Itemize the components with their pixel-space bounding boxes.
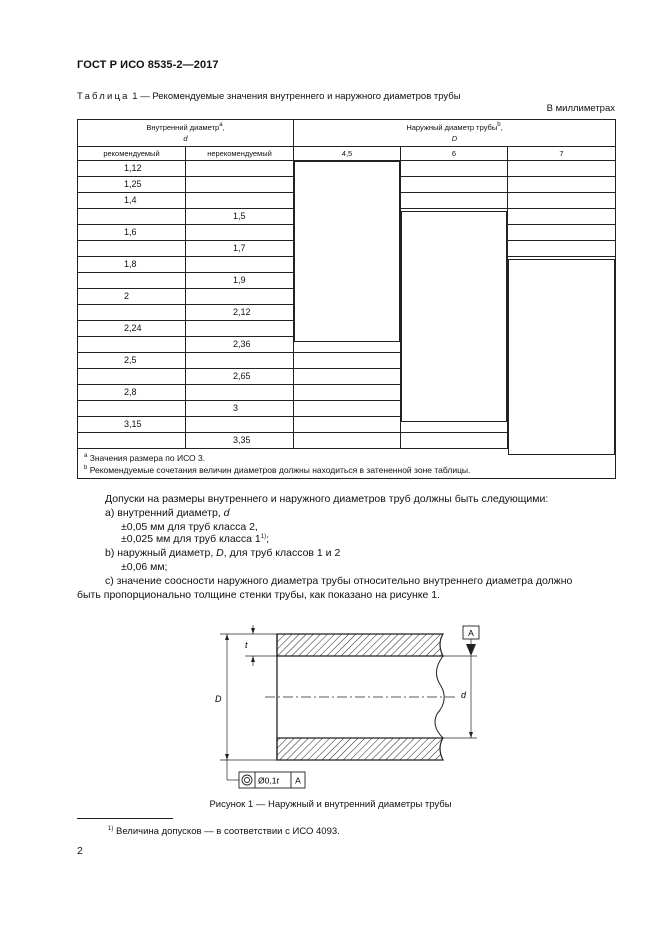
cell-outer	[401, 161, 508, 177]
cell-nonrecommended	[186, 321, 294, 337]
table-footnote-b: $^b$ Рекомендуемые сочетания величин диаметров должны находиться в затененной зоне таблицы.	[84, 465, 471, 475]
datum-label: A	[468, 628, 474, 638]
item-c-line1: c) значение соосности наружного диаметра трубы относительно внутреннего диаметра должно	[105, 575, 573, 587]
cell-recommended: 2,24	[78, 321, 186, 337]
cell-outer	[508, 193, 616, 209]
cell-nonrecommended	[186, 177, 294, 193]
cell-recommended: 2	[78, 289, 186, 305]
label-D: D	[215, 694, 222, 704]
table-caption	[77, 91, 461, 102]
cell-outer	[294, 369, 401, 385]
cell-nonrecommended: 2,65	[186, 369, 294, 385]
tolerance-intro: Допуски на размеры внутреннего и наружного диаметров труб должны быть следующими:	[105, 493, 549, 505]
cell-nonrecommended	[186, 257, 294, 273]
cell-recommended	[78, 273, 186, 289]
cell-outer	[508, 225, 616, 241]
cell-recommended: 1,4	[78, 193, 186, 209]
cell-outer	[508, 177, 616, 193]
cell-recommended	[78, 305, 186, 321]
cell-recommended: 1,8	[78, 257, 186, 273]
cell-outer	[294, 385, 401, 401]
cell-outer	[508, 161, 616, 177]
table-footnote-a: $^a$ Значения размера по ИСО 3.	[84, 453, 206, 463]
cell-recommended	[78, 337, 186, 353]
table-caption-label: Таблица	[77, 91, 130, 102]
zone-outer-7	[508, 259, 615, 455]
cell-outer	[401, 177, 508, 193]
item-a-2: ±0,025 мм для труб класса 1$^{1)}$;	[121, 533, 270, 545]
table-units: В миллиметрах	[546, 103, 615, 114]
cell-recommended	[78, 433, 186, 449]
datum-triangle	[466, 644, 476, 656]
pipe-wall-top	[277, 634, 443, 656]
cell-nonrecommended	[186, 385, 294, 401]
cell-nonrecommended	[186, 225, 294, 241]
cell-nonrecommended	[186, 353, 294, 369]
cell-outer	[294, 433, 401, 449]
cell-recommended	[78, 401, 186, 417]
page-footnote: $^{1)}$ Величина допусков — в соответствии с ИСО 4093.	[108, 826, 340, 837]
cell-nonrecommended: 1,7	[186, 241, 294, 257]
zone-outer-4-5	[294, 161, 400, 342]
cell-recommended: 2,5	[78, 353, 186, 369]
footnote-separator	[77, 818, 173, 819]
header-outer-1: 4,5	[294, 147, 401, 161]
label-d: d	[461, 690, 467, 700]
cell-nonrecommended	[186, 289, 294, 305]
cell-outer	[294, 417, 401, 433]
cell-nonrecommended	[186, 193, 294, 209]
cell-recommended: 2,8	[78, 385, 186, 401]
item-a-1: ±0,05 мм для труб класса 2,	[121, 521, 258, 533]
cell-nonrecommended: 3	[186, 401, 294, 417]
cell-outer	[401, 193, 508, 209]
tolerance-value: Ø0,1t	[258, 775, 279, 786]
header-outer-3: 7	[508, 147, 616, 161]
header-outer-2: 6	[401, 147, 508, 161]
cell-nonrecommended: 1,9	[186, 273, 294, 289]
cell-outer	[508, 209, 616, 225]
cell-outer	[401, 433, 508, 449]
cell-outer	[294, 401, 401, 417]
cell-nonrecommended: 1,5	[186, 209, 294, 225]
document-header: ГОСТ Р ИСО 8535-2—2017	[77, 59, 219, 71]
item-b: b) наружный диаметр, D, для труб классов 1 и 2	[105, 547, 341, 559]
cell-recommended	[78, 369, 186, 385]
pipe-figure	[205, 622, 495, 792]
item-c-line2: быть пропорционально толщине стенки трубы, как показано на рисунке 1.	[77, 589, 440, 601]
cell-outer	[294, 353, 401, 369]
pipe-wall-bottom	[277, 738, 443, 760]
item-a: a) внутренний диаметр, d	[105, 507, 230, 519]
header-recommended: рекомендуемый	[78, 147, 186, 161]
figure-caption: Рисунок 1 — Наружный и внутренний диаметры трубы	[209, 799, 452, 810]
header-nonrecommended: нерекомендуемый	[186, 147, 294, 161]
cell-nonrecommended: 3,35	[186, 433, 294, 449]
zone-outer-6	[401, 211, 507, 422]
page-number: 2	[77, 845, 83, 857]
cell-recommended	[78, 209, 186, 225]
cell-nonrecommended: 2,36	[186, 337, 294, 353]
cell-recommended: 1,6	[78, 225, 186, 241]
cell-nonrecommended	[186, 417, 294, 433]
table-caption-text: 1 — Рекомендуемые значения внутреннего и наружного диаметров трубы	[132, 91, 461, 102]
cell-recommended: 1,12	[78, 161, 186, 177]
cell-outer	[508, 241, 616, 257]
cell-recommended: 3,15	[78, 417, 186, 433]
tolerance-datum: A	[295, 775, 301, 786]
header-inner-diameter: Внутренний диаметр$^a$, d	[78, 120, 294, 147]
cell-recommended	[78, 241, 186, 257]
item-b-1: ±0,06 мм;	[121, 561, 168, 573]
cell-nonrecommended: 2,12	[186, 305, 294, 321]
cell-recommended: 1,25	[78, 177, 186, 193]
cell-nonrecommended	[186, 161, 294, 177]
header-outer-diameter: Наружный диаметр трубы$^b$, D	[294, 120, 616, 147]
label-t: t	[245, 640, 248, 650]
